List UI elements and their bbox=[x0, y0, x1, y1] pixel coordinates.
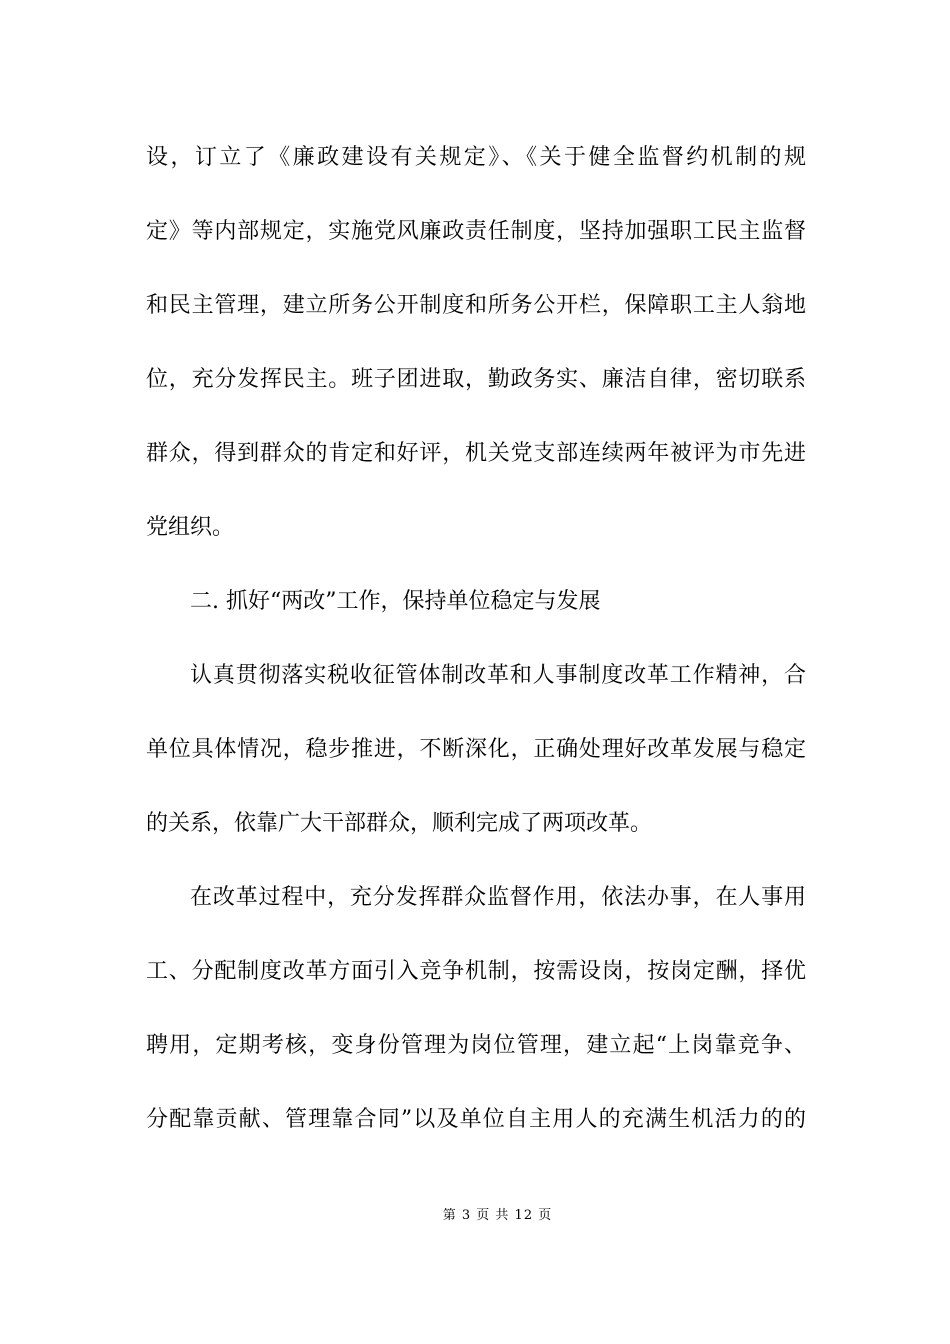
text-line: 工、分配制度改革方面引入竞争机制，按需设岗，按岗定酬，择优 bbox=[146, 959, 806, 984]
text-line: 和民主管理，建立所务公开制度和所务公开栏，保障职工主人翁地 bbox=[146, 293, 806, 318]
text-line: 的关系，依靠广大干部群众，顺利完成了两项改革。 bbox=[146, 811, 653, 836]
body-text bbox=[146, 136, 806, 1172]
text-line: 单位具体情况，稳步推进，不断深化，正确处理好改革发展与稳定 bbox=[146, 737, 806, 762]
text-line: 聘用，定期考核，变身份管理为岗位管理，建立起“上岗靠竞争、 bbox=[146, 1033, 806, 1058]
text-line: 分配靠贡献、管理靠合同”以及单位自主用人的充满生机活力的的 bbox=[146, 1107, 806, 1132]
text-line: 定》等内部规定，实施党风廉政责任制度，坚持加强职工民主监督 bbox=[146, 219, 806, 244]
text-line: 设，订立了《廉政建设有关规定》、《关于健全监督约机制的规 bbox=[146, 145, 806, 170]
text-line: 群众，得到群众的肯定和好评，机关党支部连续两年被评为市先进 bbox=[146, 441, 806, 466]
page-footer: 第 3 页 共 12 页 bbox=[442, 1208, 553, 1223]
text-line: 位，充分发挥民主。班子团进取，勤政务实、廉洁自律，密切联系 bbox=[146, 367, 806, 392]
text-line: 二. 抓好“两改”工作，保持单位稳定与发展 bbox=[190, 589, 601, 614]
text-line: 在改革过程中，充分发挥群众监督作用，依法办事，在人事用 bbox=[190, 885, 806, 910]
text-line: 党组织。 bbox=[146, 515, 235, 540]
text-line: 认真贯彻落实税收征管体制改革和人事制度改革工作精神，合 bbox=[190, 663, 806, 688]
